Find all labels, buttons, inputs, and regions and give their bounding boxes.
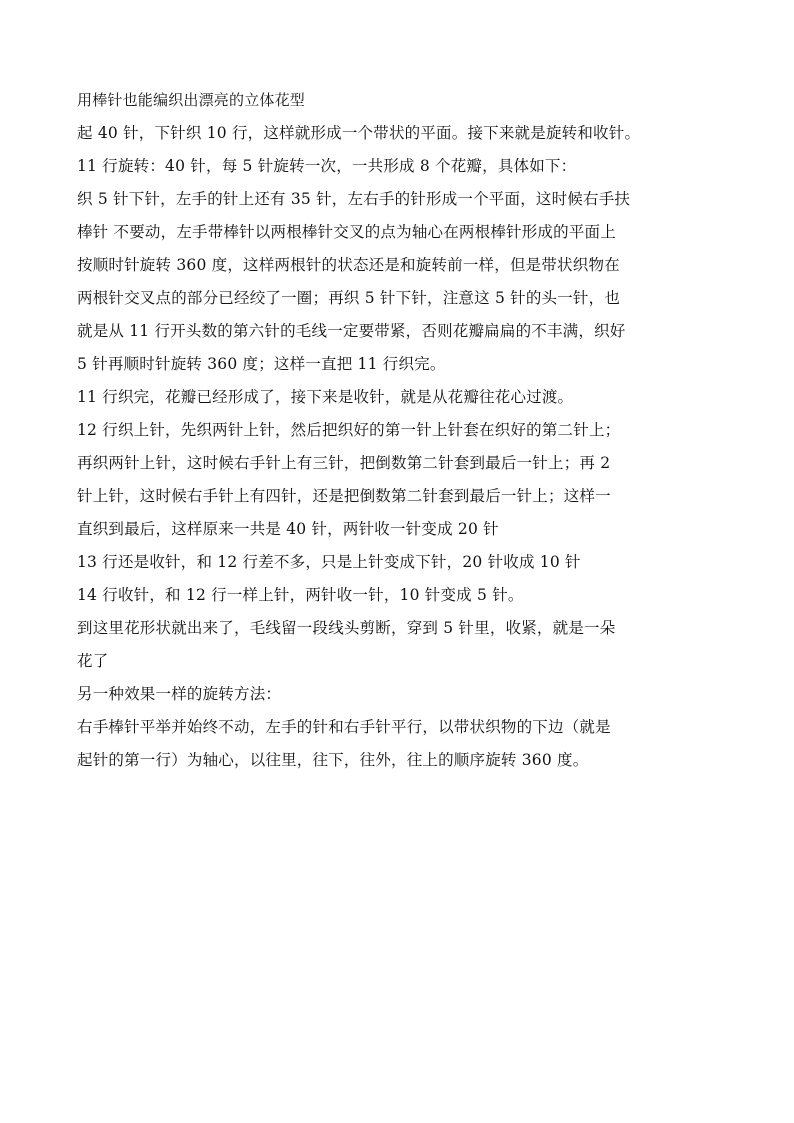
text-line: 14 行收针，和 12 行一样上针，两针收一针，10 针变成 5 针。 [77, 586, 524, 604]
text-line: 12 行织上针，先织两针上针，然后把织好的第一针上针套在织好的第二针上； [77, 421, 621, 439]
text-line: 花了 [77, 652, 109, 670]
text-line: 两根针交叉点的部分已经绞了一圈；再织 5 针下针，注意这 5 针的头一针，也 [77, 289, 621, 307]
text-line: 起 40 针，下针织 10 行，这样就形成一个带状的平面。接下来就是旋转和收针。 [77, 124, 641, 142]
text-line: 13 行还是收针，和 12 行差不多，只是上针变成下针，20 针收成 10 针 [77, 553, 581, 571]
text-line: 就是从 11 行开头数的第六针的毛线一定要带紧，否则花瓣扁扁的不丰满，织好 [77, 322, 626, 340]
text-line: 5 针再顺时针旋转 360 度；这样一直把 11 行织完。 [77, 355, 446, 373]
document-title: 用棒针也能编织出漂亮的立体花型 [77, 91, 306, 109]
text-line: 针上针，这时候右手针上有四针，还是把倒数第二针套到最后一针上；这样一 [77, 487, 611, 505]
text-line: 按顺时针旋转 360 度，这样两根针的状态还是和旋转前一样，但是带状织物在 [77, 256, 620, 274]
text-line: 起针的第一行）为轴心，以往里，往下，往外，往上的顺序旋转 360 度。 [77, 751, 589, 769]
text-line: 右手棒针平举并始终不动，左手的针和右手针平行，以带状织物的下边（就是 [77, 718, 611, 736]
text-line: 11 行旋转：40 针，每 5 针旋转一次，一共形成 8 个花瓣，具体如下： [77, 157, 577, 175]
text-line: 11 行织完，花瓣已经形成了，接下来是收针，就是从花瓣往花心过渡。 [77, 388, 574, 406]
text-line: 再织两针上针，这时候右手针上有三针，把倒数第二针套到最后一针上；再 2 [77, 454, 611, 472]
document-body [77, 84, 727, 777]
text-line: 直织到最后，这样原来一共是 40 针，两针收一针变成 20 针 [77, 520, 499, 538]
text-line: 棒针 不要动，左手带棒针以两根棒针交叉的点为轴心在两根棒针形成的平面上 [77, 223, 616, 241]
text-line: 织 5 针下针，左手的针上还有 35 针，左右手的针形成一个平面，这时候右手扶 [77, 190, 631, 208]
text-line: 另一种效果一样的旋转方法： [77, 685, 282, 703]
text-line: 到这里花形状就出来了，毛线留一段线头剪断，穿到 5 针里，收紧，就是一朵 [77, 619, 616, 637]
